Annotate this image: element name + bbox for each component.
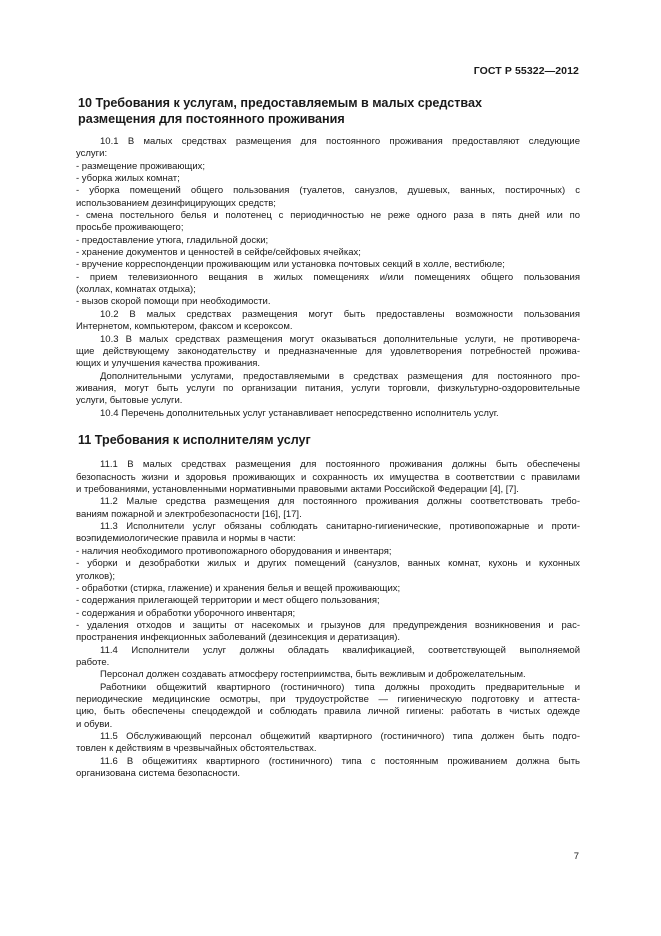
text-line: и обуви.	[76, 718, 113, 730]
text-line: 11.1 В малых средствах размещения для постоянного проживания должны быть обеспечены	[100, 459, 580, 471]
text-line: 11.5 Обслуживающий персонал общежитий квартирного (гостиничного) типа должен быть подго-	[100, 730, 580, 742]
text-line: 11.4 Исполнители услуг должны обладать квалификацией, соответствующей выполняемой	[100, 644, 580, 656]
section-10-heading-line-2: размещения для постоянного проживания	[78, 111, 345, 126]
standard-designation: ГОСТ Р 55322—2012	[473, 65, 579, 77]
text-line: - содержания прилегающей территории и мест общего пользования;	[76, 595, 380, 607]
text-line: ваниям пожарной и электробезопасности [16], [17].	[76, 508, 302, 520]
text-line: - обработки (стирка, глажение) и хранения белья и вещей проживающих;	[76, 582, 401, 594]
text-line: 11.2 Малые средства размещения для постоянного проживания должны соответствовать требо-	[100, 496, 580, 508]
text-line: (холлах, комнатах отдыха);	[76, 284, 196, 296]
section-10-heading	[76, 96, 580, 127]
text-line: организована система безопасности.	[76, 768, 241, 779]
page-content	[76, 96, 580, 780]
page-number: 7	[573, 851, 579, 862]
text-line: 10.1 В малых средствах размещения для постоянного проживания предоставляют следующие	[100, 136, 580, 147]
section-11-heading: 11 Требования к исполнителям услуг	[78, 432, 311, 447]
section-11-body	[76, 459, 580, 780]
text-line: пространения инфекционных заболеваний (дезинсекция и дератизация).	[76, 632, 401, 644]
text-line: услуги:	[76, 148, 108, 160]
text-line: ющих и улучшения качества проживания.	[76, 358, 261, 370]
text-line: работе.	[76, 656, 110, 668]
text-line: безопасность жизни и здоровья проживающих и сохранность их имущества в соответствии с правилами	[76, 471, 580, 483]
text-line: использованием дезинфицирующих средств;	[76, 197, 276, 209]
text-line: - уборки и дезобработки жилых и других помещений (санузлов, ванных комнат, кухонь и кухонных	[76, 558, 580, 570]
text-line: - предоставление утюга, гладильной доски;	[76, 234, 269, 246]
text-line: щие действующему законодательству и предназначенные для удовлетворения потребностей прожива-	[76, 345, 580, 357]
text-line: услуги, бытовые услуги.	[76, 395, 183, 407]
text-line: - содержания и обработки уборочного инвентаря;	[76, 607, 296, 619]
text-line: - наличия необходимого противопожарного оборудования и инвентаря;	[76, 545, 392, 557]
text-line: - смена постельного белья и полотенец с периодичностью не реже одного раза в пять дней или по	[76, 210, 580, 222]
text-line: Персонал должен создавать атмосферу гостеприимства, быть вежливым и доброжелательным.	[100, 669, 526, 681]
text-line: товлен к действиям в чрезвычайных обстоятельствах.	[76, 743, 317, 755]
text-line: - уборка жилых комнат;	[76, 173, 180, 185]
text-line: - размещение проживающих;	[76, 160, 206, 172]
text-line: цию, быть обеспечены спецодеждой и соблюдать правила личной гигиены: работать в чистых одежде	[76, 706, 580, 718]
text-line: Работники общежитий квартирного (гостиничного) типа должны проходить предварительные и	[100, 681, 580, 693]
section-10-body	[76, 136, 580, 420]
text-line: уголков);	[76, 570, 116, 582]
text-line: периодические медицинские осмотры, при трудоустройстве — гигиеническую подготовку и аттеста-	[76, 693, 580, 705]
text-line: 11.6 В общежитиях квартирного (гостиничного) типа с постоянным проживанием должна быть	[100, 755, 580, 767]
text-line: - хранение документов и ценностей в сейфе/сейфовых ячейках;	[76, 247, 361, 259]
text-line: 10.4 Перечень дополнительных услуг устанавливает непосредственно исполнитель услуг.	[100, 407, 499, 419]
text-line: - удаления отходов и защиты от насекомых и грызунов для предупреждения возникновения и рас-	[76, 619, 580, 631]
text-line: - вызов скорой помощи при необходимости.	[76, 296, 271, 308]
text-line: и требованиями, установленными нормативными правовыми актами Российской Федерации [4], [7].	[76, 484, 519, 496]
text-line: Интернетом, компьютером, факсом и ксероксом.	[76, 321, 293, 333]
text-line: просьбе проживающего;	[76, 222, 184, 234]
text-line: воэпидемиологические правила и нормы в части:	[76, 533, 296, 545]
text-line: - уборка помещений общего пользования (туалетов, санузлов, душевых, ванных, постирочных) с	[76, 185, 580, 197]
text-line: - прием телевизионного вещания в жилых помещениях и/или помещениях общего пользования	[76, 271, 580, 283]
text-line: 10.3 В малых средствах размещения могут оказываться дополнительные услуги, не противореча-	[100, 333, 580, 345]
text-line: 11.3 Исполнители услуг обязаны соблюдать санитарно-гигиенические, противопожарные и проти-	[100, 521, 580, 533]
section-10-heading-line-1: 10 Требования к услугам, предоставляемым в малых средствах	[78, 96, 482, 110]
text-line: живания, могут быть услуги по организации питания, услуги торговли, физкультурно-оздоровительные	[76, 382, 580, 394]
text-line: - вручение корреспонденции проживающим или установка почтовых секций в холле, вестибюле;	[76, 259, 505, 271]
text-line: 10.2 В малых средствах размещения могут быть предоставлены возможности пользования	[100, 308, 580, 320]
text-line: Дополнительными услугами, предоставляемыми в средствах размещения для постоянного про-	[100, 370, 580, 382]
